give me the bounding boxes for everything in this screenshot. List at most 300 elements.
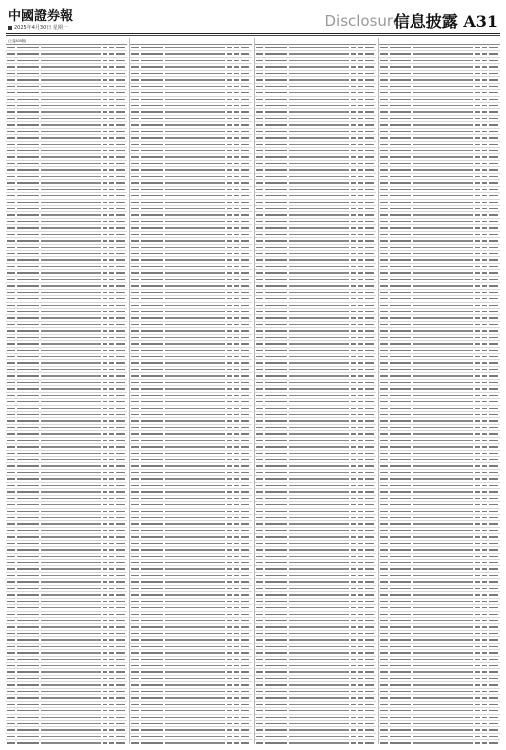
fine-print-cell <box>365 659 374 660</box>
fine-print-cell <box>380 388 388 389</box>
fine-print-cell <box>241 66 250 67</box>
fine-print-cell <box>17 279 39 280</box>
fine-print-cell <box>17 156 39 157</box>
fine-print-cell <box>289 498 349 499</box>
fine-print-cell <box>131 652 139 653</box>
fine-print-cell <box>482 388 487 389</box>
fine-print-cell <box>41 678 101 679</box>
fine-print-cell <box>103 665 108 666</box>
fine-print-cell <box>390 375 412 376</box>
fine-print-cell <box>489 362 498 363</box>
fine-print-cell <box>380 581 388 582</box>
fine-print-cell <box>7 543 15 544</box>
fine-print-cell <box>227 588 232 589</box>
fine-print-cell <box>390 691 412 692</box>
fine-print-cell <box>289 491 349 492</box>
fine-print-cell <box>116 594 125 595</box>
fine-print-cell <box>165 144 225 145</box>
fine-print-cell <box>241 202 250 203</box>
fine-print-cell <box>256 253 264 254</box>
fine-print-cell <box>41 517 101 518</box>
fine-print-cell <box>256 137 264 138</box>
fine-print-cell <box>289 639 349 640</box>
fine-print-cell <box>380 150 388 151</box>
fine-print-cell <box>365 137 374 138</box>
fine-print-cell <box>103 568 108 569</box>
fine-print-cell <box>351 723 356 724</box>
fine-print-cell <box>413 742 473 743</box>
fine-print-cell <box>390 549 412 550</box>
fine-print-cell <box>413 395 473 396</box>
fine-print-cell <box>234 646 239 647</box>
fine-print-cell <box>482 504 487 505</box>
fine-print-cell <box>131 446 139 447</box>
fine-print-cell <box>17 691 39 692</box>
fine-print-cell <box>241 298 250 299</box>
fine-print-cell <box>265 633 287 634</box>
fine-print-cell <box>7 729 15 730</box>
fine-print-cell <box>475 562 480 563</box>
fine-print-cell <box>365 723 374 724</box>
fine-print-cell <box>7 124 15 125</box>
fine-print-cell <box>380 324 388 325</box>
fine-print-cell <box>109 465 114 466</box>
fine-print-cell <box>289 652 349 653</box>
fine-print-cell <box>475 568 480 569</box>
fine-print-cell <box>109 382 114 383</box>
fine-print-cell <box>109 362 114 363</box>
fine-print-cell <box>17 253 39 254</box>
fine-print-cell <box>165 202 225 203</box>
fine-print-cell <box>103 575 108 576</box>
fine-print-cell <box>109 253 114 254</box>
fine-print-cell <box>17 594 39 595</box>
fine-print-cell <box>141 324 163 325</box>
fine-print-cell <box>234 620 239 621</box>
fine-print-cell <box>103 652 108 653</box>
fine-print-cell <box>482 465 487 466</box>
fine-print-cell <box>109 453 114 454</box>
fine-print-cell <box>41 86 101 87</box>
fine-print-cell <box>289 485 349 486</box>
fine-print-cell <box>103 156 108 157</box>
fine-print-cell <box>116 446 125 447</box>
fine-print-cell <box>256 523 264 524</box>
fine-print-cell <box>109 549 114 550</box>
fine-print-cell <box>390 47 412 48</box>
fine-print-cell <box>234 588 239 589</box>
fine-print-cell <box>227 594 232 595</box>
fine-print-cell <box>380 607 388 608</box>
fine-print-cell <box>7 272 15 273</box>
fine-print-cell <box>103 343 108 344</box>
fine-print-cell <box>141 453 163 454</box>
fine-print-cell <box>358 285 363 286</box>
fine-print-cell <box>289 221 349 222</box>
fine-print-cell <box>482 530 487 531</box>
fine-print-cell <box>241 646 250 647</box>
table-row <box>130 740 251 744</box>
fine-print-cell <box>489 684 498 685</box>
fine-print-cell <box>165 717 225 718</box>
fine-print-cell <box>358 214 363 215</box>
fine-print-cell <box>141 298 163 299</box>
fine-print-cell <box>241 272 250 273</box>
fine-print-cell <box>489 189 498 190</box>
fine-print-cell <box>413 150 473 151</box>
fine-print-cell <box>265 465 287 466</box>
fine-print-cell <box>265 736 287 737</box>
fine-print-cell <box>380 79 388 80</box>
fine-print-cell <box>227 234 232 235</box>
fine-print-cell <box>103 137 108 138</box>
fine-print-cell <box>365 176 374 177</box>
fine-print-cell <box>41 202 101 203</box>
fine-print-cell <box>365 272 374 273</box>
fine-print-cell <box>141 626 163 627</box>
fine-print-cell <box>109 79 114 80</box>
fine-print-cell <box>380 530 388 531</box>
fine-print-cell <box>227 356 232 357</box>
fine-print-cell <box>234 99 239 100</box>
fine-print-cell <box>482 292 487 293</box>
fine-print-cell <box>365 362 374 363</box>
fine-print-cell <box>380 182 388 183</box>
fine-print-cell <box>131 420 139 421</box>
fine-print-cell <box>380 66 388 67</box>
fine-print-cell <box>475 362 480 363</box>
fine-print-cell <box>482 73 487 74</box>
fine-print-cell <box>390 433 412 434</box>
fine-print-cell <box>265 176 287 177</box>
fine-print-cell <box>116 472 125 473</box>
fine-print-cell <box>390 369 412 370</box>
fine-print-cell <box>390 646 412 647</box>
fine-print-cell <box>365 92 374 93</box>
fine-print-cell <box>289 369 349 370</box>
fine-print-cell <box>482 60 487 61</box>
fine-print-cell <box>351 691 356 692</box>
fine-print-cell <box>227 369 232 370</box>
fine-print-cell <box>103 247 108 248</box>
fine-print-cell <box>17 247 39 248</box>
fine-print-cell <box>358 517 363 518</box>
fine-print-cell <box>256 311 264 312</box>
fine-print-cell <box>227 465 232 466</box>
fine-print-cell <box>241 517 250 518</box>
fine-print-cell <box>475 375 480 376</box>
fine-print-cell <box>351 453 356 454</box>
fine-print-cell <box>116 729 125 730</box>
fine-print-cell <box>131 144 139 145</box>
fine-print-cell <box>365 704 374 705</box>
fine-print-cell <box>289 408 349 409</box>
fine-print-cell <box>141 511 163 512</box>
fine-print-cell <box>475 253 480 254</box>
fine-print-cell <box>241 124 250 125</box>
fine-print-cell <box>165 710 225 711</box>
fine-print-cell <box>256 652 264 653</box>
fine-print-cell <box>241 86 250 87</box>
fine-print-cell <box>234 504 239 505</box>
table-row <box>379 740 500 744</box>
fine-print-cell <box>234 710 239 711</box>
fine-print-cell <box>109 736 114 737</box>
fine-print-cell <box>7 362 15 363</box>
fine-print-cell <box>41 169 101 170</box>
fine-print-cell <box>265 272 287 273</box>
fine-print-cell <box>103 594 108 595</box>
fine-print-cell <box>351 86 356 87</box>
fine-print-cell <box>241 259 250 260</box>
fine-print-cell <box>17 465 39 466</box>
fine-print-cell <box>116 150 125 151</box>
fine-print-cell <box>358 620 363 621</box>
fine-print-cell <box>482 478 487 479</box>
fine-print-cell <box>17 79 39 80</box>
fine-print-cell <box>17 350 39 351</box>
fine-print-cell <box>475 523 480 524</box>
fine-print-cell <box>475 73 480 74</box>
section-title-chinese <box>394 9 498 32</box>
fine-print-cell <box>390 408 412 409</box>
fine-print-cell <box>482 111 487 112</box>
fine-print-cell <box>241 543 250 544</box>
fine-print-cell <box>17 285 39 286</box>
fine-print-cell <box>7 684 15 685</box>
fine-print-cell <box>7 73 15 74</box>
fine-print-cell <box>131 427 139 428</box>
fine-print-cell <box>116 485 125 486</box>
fine-print-cell <box>241 485 250 486</box>
fine-print-cell <box>116 53 125 54</box>
fine-print-cell <box>358 298 363 299</box>
fine-print-cell <box>41 556 101 557</box>
fine-print-cell <box>17 459 39 460</box>
fine-print-cell <box>489 704 498 705</box>
fine-print-cell <box>289 99 349 100</box>
fine-print-cell <box>41 523 101 524</box>
fine-print-cell <box>7 601 15 602</box>
fine-print-cell <box>390 485 412 486</box>
fine-print-cell <box>413 73 473 74</box>
fine-print-cell <box>7 723 15 724</box>
fine-print-cell <box>289 362 349 363</box>
fine-print-cell <box>116 433 125 434</box>
fine-print-cell <box>380 517 388 518</box>
fine-print-cell <box>7 414 15 415</box>
fine-print-cell <box>256 614 264 615</box>
fine-print-cell <box>289 620 349 621</box>
fine-print-cell <box>41 253 101 254</box>
fine-print-cell <box>489 594 498 595</box>
fine-print-cell <box>7 324 15 325</box>
fine-print-cell <box>234 433 239 434</box>
fine-print-cell <box>41 395 101 396</box>
fine-print-cell <box>109 369 114 370</box>
fine-print-cell <box>358 723 363 724</box>
fine-print-cell <box>227 202 232 203</box>
fine-print-cell <box>109 678 114 679</box>
fine-print-cell <box>351 607 356 608</box>
fine-print-cell <box>234 279 239 280</box>
fine-print-cell <box>17 478 39 479</box>
fine-print-cell <box>165 556 225 557</box>
fine-print-cell <box>241 292 250 293</box>
fine-print-cell <box>41 350 101 351</box>
fine-print-cell <box>165 195 225 196</box>
fine-print-cell <box>265 588 287 589</box>
fine-print-cell <box>390 118 412 119</box>
fine-print-cell <box>256 156 264 157</box>
fine-print-cell <box>7 433 15 434</box>
fine-print-cell <box>141 156 163 157</box>
fine-print-cell <box>7 607 15 608</box>
fine-print-cell <box>241 433 250 434</box>
fine-print-cell <box>489 465 498 466</box>
fine-print-cell <box>365 556 374 557</box>
fine-print-cell <box>7 118 15 119</box>
fine-print-cell <box>131 99 139 100</box>
fine-print-cell <box>7 66 15 67</box>
fine-print-cell <box>289 440 349 441</box>
fine-print-cell <box>116 105 125 106</box>
fine-print-cell <box>358 131 363 132</box>
fine-print-cell <box>17 671 39 672</box>
fine-print-cell <box>241 588 250 589</box>
fine-print-cell <box>7 253 15 254</box>
fine-print-cell <box>116 652 125 653</box>
fine-print-cell <box>256 511 264 512</box>
fine-print-cell <box>358 408 363 409</box>
fine-print-cell <box>489 478 498 479</box>
fine-print-cell <box>413 485 473 486</box>
fine-print-cell <box>289 214 349 215</box>
fine-print-cell <box>265 375 287 376</box>
fine-print-cell <box>358 247 363 248</box>
fine-print-cell <box>227 253 232 254</box>
fine-print-cell <box>265 459 287 460</box>
fine-print-cell <box>165 73 225 74</box>
fine-print-cell <box>7 285 15 286</box>
fine-print-cell <box>41 356 101 357</box>
fine-print-cell <box>165 343 225 344</box>
fine-print-cell <box>141 504 163 505</box>
fine-print-cell <box>109 221 114 222</box>
fine-print-cell <box>365 607 374 608</box>
fine-print-cell <box>475 511 480 512</box>
fine-print-cell <box>365 227 374 228</box>
fine-print-cell <box>131 86 139 87</box>
fine-print-cell <box>256 234 264 235</box>
fine-print-cell <box>17 176 39 177</box>
fine-print-cell <box>351 414 356 415</box>
fine-print-cell <box>141 433 163 434</box>
fine-print-cell <box>390 581 412 582</box>
fine-print-cell <box>227 47 232 48</box>
fine-print-cell <box>227 137 232 138</box>
fine-print-cell <box>265 427 287 428</box>
fine-print-cell <box>351 369 356 370</box>
fine-print-cell <box>380 646 388 647</box>
fine-print-cell <box>227 285 232 286</box>
fine-print-cell <box>289 324 349 325</box>
fine-print-cell <box>7 517 15 518</box>
fine-print-cell <box>165 214 225 215</box>
fine-print-cell <box>7 446 15 447</box>
fine-print-cell <box>489 729 498 730</box>
fine-print-cell <box>141 144 163 145</box>
fine-print-cell <box>7 453 15 454</box>
fine-print-cell <box>116 144 125 145</box>
fine-print-cell <box>390 189 412 190</box>
fine-print-cell <box>413 259 473 260</box>
fine-print-cell <box>41 601 101 602</box>
fine-print-cell <box>227 189 232 190</box>
fine-print-cell <box>413 440 473 441</box>
fine-print-cell <box>489 511 498 512</box>
fine-print-cell <box>116 118 125 119</box>
fine-print-cell <box>256 556 264 557</box>
fine-print-cell <box>17 124 39 125</box>
fine-print-cell <box>365 279 374 280</box>
fine-print-cell <box>131 311 139 312</box>
fine-print-cell <box>116 723 125 724</box>
fine-print-cell <box>482 691 487 692</box>
fine-print-cell <box>265 453 287 454</box>
fine-print-cell <box>365 588 374 589</box>
fine-print-cell <box>7 311 15 312</box>
fine-print-cell <box>241 491 250 492</box>
fine-print-cell <box>365 549 374 550</box>
fine-print-cell <box>256 536 264 537</box>
fine-print-cell <box>7 375 15 376</box>
fine-print-cell <box>390 356 412 357</box>
fine-print-cell <box>234 556 239 557</box>
fine-print-cell <box>351 163 356 164</box>
fine-print-cell <box>256 678 264 679</box>
fine-print-cell <box>41 330 101 331</box>
table-column-2 <box>129 38 251 744</box>
fine-print-cell <box>116 414 125 415</box>
fine-print-cell <box>289 472 349 473</box>
fine-print-cell <box>489 427 498 428</box>
fine-print-cell <box>358 568 363 569</box>
fine-print-cell <box>116 111 125 112</box>
fine-print-cell <box>234 124 239 125</box>
fine-print-cell <box>227 601 232 602</box>
fine-print-cell <box>41 440 101 441</box>
fine-print-cell <box>227 131 232 132</box>
fine-print-cell <box>365 317 374 318</box>
fine-print-cell <box>489 575 498 576</box>
fine-print-cell <box>390 723 412 724</box>
fine-print-cell <box>131 324 139 325</box>
fine-print-cell <box>109 581 114 582</box>
fine-print-cell <box>365 639 374 640</box>
fine-print-cell <box>380 414 388 415</box>
fine-print-cell <box>17 620 39 621</box>
fine-print-cell <box>141 678 163 679</box>
fine-print-cell <box>482 150 487 151</box>
fine-print-cell <box>265 60 287 61</box>
fine-print-cell <box>256 144 264 145</box>
fine-print-cell <box>390 66 412 67</box>
fine-print-cell <box>234 594 239 595</box>
fine-print-cell <box>289 562 349 563</box>
fine-print-cell <box>380 375 388 376</box>
fine-print-cell <box>256 543 264 544</box>
